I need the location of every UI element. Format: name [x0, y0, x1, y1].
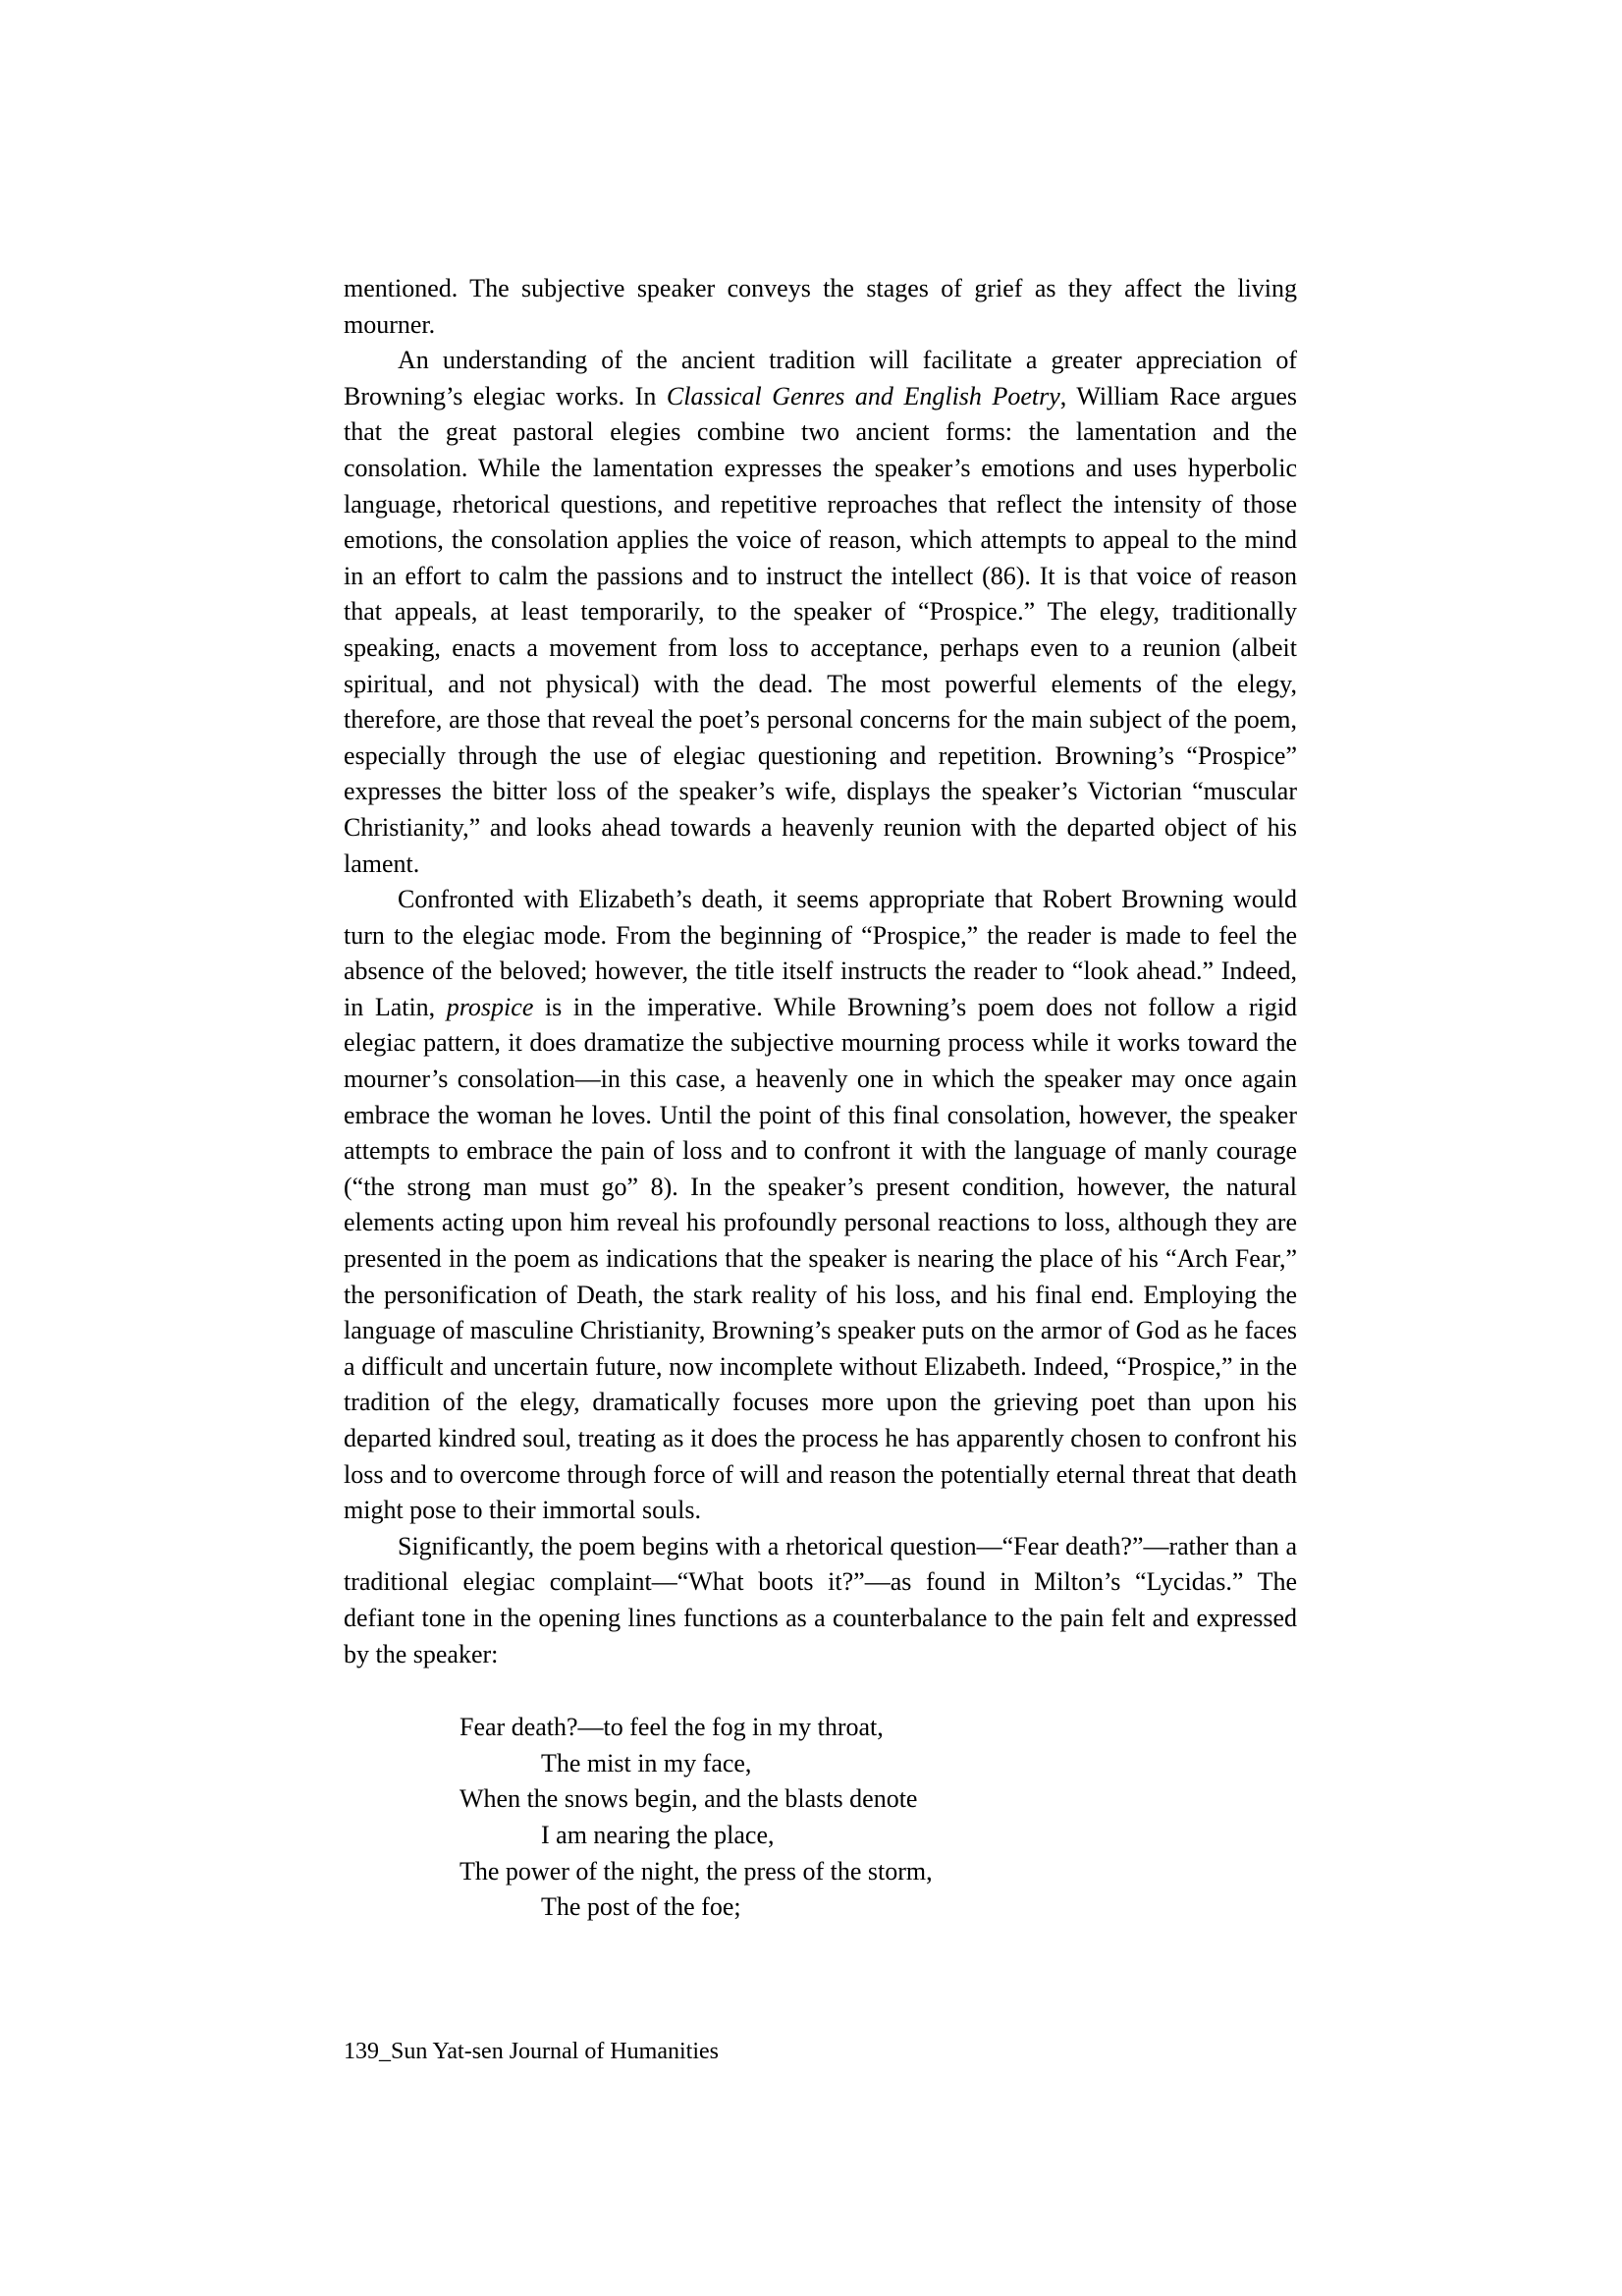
- verse-line: The post of the foe;: [541, 1892, 741, 1922]
- paragraph-continuation: mentioned. The subjective speaker conveys the stages of grief as they affect the living mourner.: [344, 274, 1297, 339]
- verse-line: The mist in my face,: [541, 1748, 752, 1777]
- paragraph-text: Confronted with Elizabeth’s death, it seems appropriate that Robert Browning would turn to the elegiac mode. From the beginning of “Prospice,” the reader is made to feel the absence of the beloved; however, the title itself instructs the reader to “look ahead.” Indeed, in Latin,: [344, 885, 1297, 1021]
- verse-line: The power of the night, the press of the storm,: [460, 1856, 933, 1886]
- paragraph-text: is in the imperative. While Browning’s poem does not follow a rigid elegiac pattern, it does dramatize the subjective mourning process while it works toward the mourner’s consolation—in this case, a heavenly one in which the speaker may once again embrace the woman he loves. Until the point of this final consolation, however, the speaker attempts to embrace the pain of loss and to confront it with the language of manly courage (“the strong man must go” 8). In the speaker’s present condition, however, the natural elements acting upon him reveal his profoundly personal reactions to loss, although they are presented in the poem as indications that the speaker is nearing the place of his “Arch Fear,” the personification of Death, the stark reality of his loss, and his final end. Employing the language of masculine Christianity, Browning’s speaker puts on the armor of God as he faces a difficult and uncertain future, now incomplete without Elizabeth. Indeed, “Prospice,” in the tradition of the elegy, dramatically focuses more upon the grieving poet than upon his departed kindred soul, treating as it does the process he has apparently chosen to confront his loss and to overcome through force of will and reason the potentially eternal threat that death might pose to their immortal souls.: [344, 992, 1298, 1525]
- paragraph-elizabeth-death: [344, 882, 1297, 1529]
- paragraph-ancient-tradition: [344, 343, 1297, 882]
- paragraph-rhetorical-question: Significantly, the poem begins with a rhetorical question—“Fear death?”—rather than a traditional elegiac complaint—“What boots it?”—as found in Milton’s “Lycidas.” The defiant tone in the opening lines functions as a counterbalance to the pain felt and expressed by the speaker:: [344, 1531, 1297, 1668]
- verse-line: Fear death?—to feel the fog in my throat,: [460, 1713, 884, 1742]
- footer-separator: _: [379, 2039, 391, 2064]
- paragraph-text: , William Race argues that the great pastoral elegies combine two ancient forms: the lamentation and the consolation. While the lamentation expresses the speaker’s emotions and uses hyperbolic language, rhetorical questions, and repetitive reproaches that reflect the intensity of those emotions, the consolation applies the voice of reason, which attempts to appeal to the mind in an effort to calm the passions and to instruct the intellect (86). It is that voice of reason that appeals, at least temporarily, to the speaker of “Prospice.” The elegy, traditionally speaking, enacts a movement from loss to acceptance, perhaps even to a reunion (albeit spiritual, and not physical) with the dead. The most powerful elements of the elegy, therefore, are those that reveal the poet’s personal concerns for the main subject of the poem, especially through the use of elegiac questioning and repetition. Browning’s “Prospice” expresses the bitter loss of the speaker’s wife, displays the speaker’s Victorian “muscular Christianity,” and looks ahead towards a heavenly reunion with the departed object of his lament.: [344, 381, 1297, 878]
- journal-name: Sun Yat-sen Journal of Humanities: [391, 2039, 719, 2064]
- verse-line: I am nearing the place,: [541, 1820, 775, 1849]
- page-number: 139: [344, 2039, 379, 2064]
- poem-quotation: [460, 1710, 1297, 1926]
- article-body: [344, 271, 1297, 1926]
- latin-term: prospice: [446, 992, 534, 1021]
- book-title: Classical Genres and English Poetry: [666, 381, 1060, 410]
- page-footer: [344, 2037, 719, 2066]
- verse-line: When the snows begin, and the blasts denote: [460, 1784, 918, 1814]
- paragraph-text: An understanding of the ancient tradition will facilitate a greater appreciation of Browning’s elegiac works. In: [344, 346, 1297, 410]
